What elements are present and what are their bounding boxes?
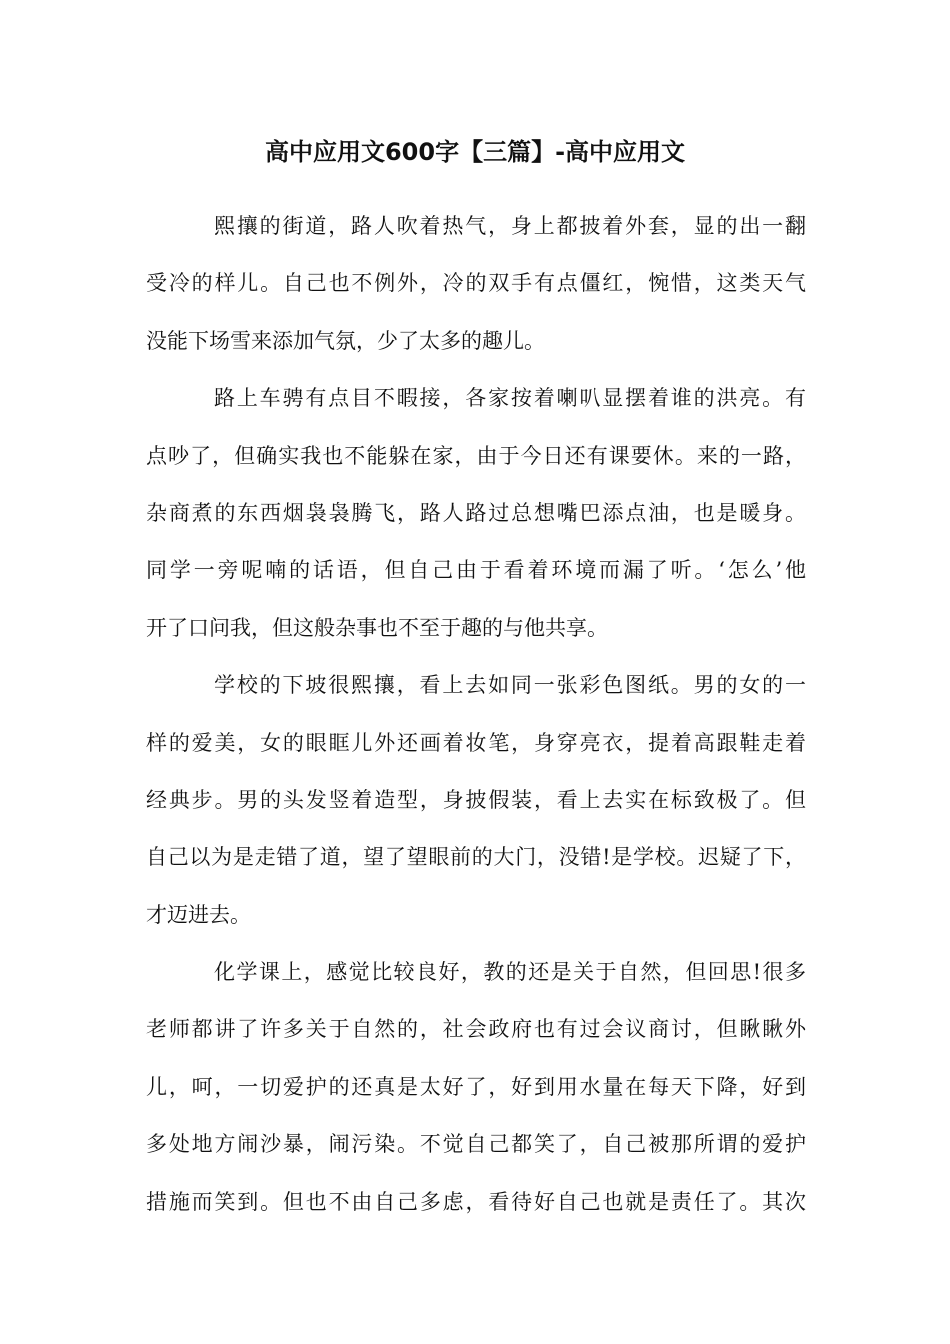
text-line: 化学课上，感觉比较良好，教的还是关于自然，但回思!很多: [214, 960, 806, 985]
text-line: 儿，呵，一切爱护的还真是太好了，好到用水量在每天下降，好到: [146, 1074, 806, 1099]
text-line: 杂商煮的东西烟袅袅腾飞，路人路过总想嘴巴添点油，也是暖身。: [146, 500, 806, 525]
text-line: 熙攘的街道，路人吹着热气，身上都披着外套，显的出一翻: [214, 214, 806, 238]
document-title: 高中应用文600字【三篇】-高中应用文: [264, 138, 686, 166]
text-line: 多处地方闹沙暴，闹污染。不觉自己都笑了，自己被那所谓的爱护: [146, 1132, 806, 1157]
text-line: 学校的下坡很熙攘，看上去如同一张彩色图纸。男的女的一: [214, 673, 806, 698]
text-line: 老师都讲了许多关于自然的，社会政府也有过会议商讨，但瞅瞅外: [146, 1017, 806, 1042]
text-line: 同学一旁呢喃的话语，但自己由于看着环境而漏了听。‘怎么’他: [146, 558, 806, 583]
text-line: 没能下场雪来添加气氛，少了太多的趣儿。: [146, 328, 545, 353]
text-line: 措施而笑到。但也不由自己多虑，看待好自己也就是责任了。其次: [146, 1189, 806, 1214]
text-line: 自己以为是走错了道，望了望眼前的大门，没错!是学校。迟疑了下，: [146, 845, 806, 870]
text-line: 开了口问我，但这般杂事也不至于趣的与他共享。: [146, 615, 608, 640]
paragraph: [146, 370, 806, 657]
text-line: 点吵了，但确实我也不能躲在家，由于今日还有课要休。来的一路，: [146, 443, 806, 468]
paragraph: [146, 944, 806, 1231]
text-line: 路上车骋有点目不暇接，各家按着喇叭显摆着谁的洪亮。有: [214, 386, 806, 411]
paragraph: [146, 657, 806, 944]
document-body: [146, 198, 806, 1231]
text-line: 受冷的样儿。自己也不例外，冷的双手有点僵红，惋惜，这类天气: [146, 271, 806, 296]
paragraph: [146, 198, 806, 370]
text-line: 经典步。男的头发竖着造型，身披假装，看上去实在标致极了。但: [146, 787, 806, 812]
text-line: 才迈进去。: [146, 902, 251, 927]
text-line: 样的爱美，女的眼眶儿外还画着妆笔，身穿亮衣，提着高跟鞋走着: [146, 730, 806, 755]
